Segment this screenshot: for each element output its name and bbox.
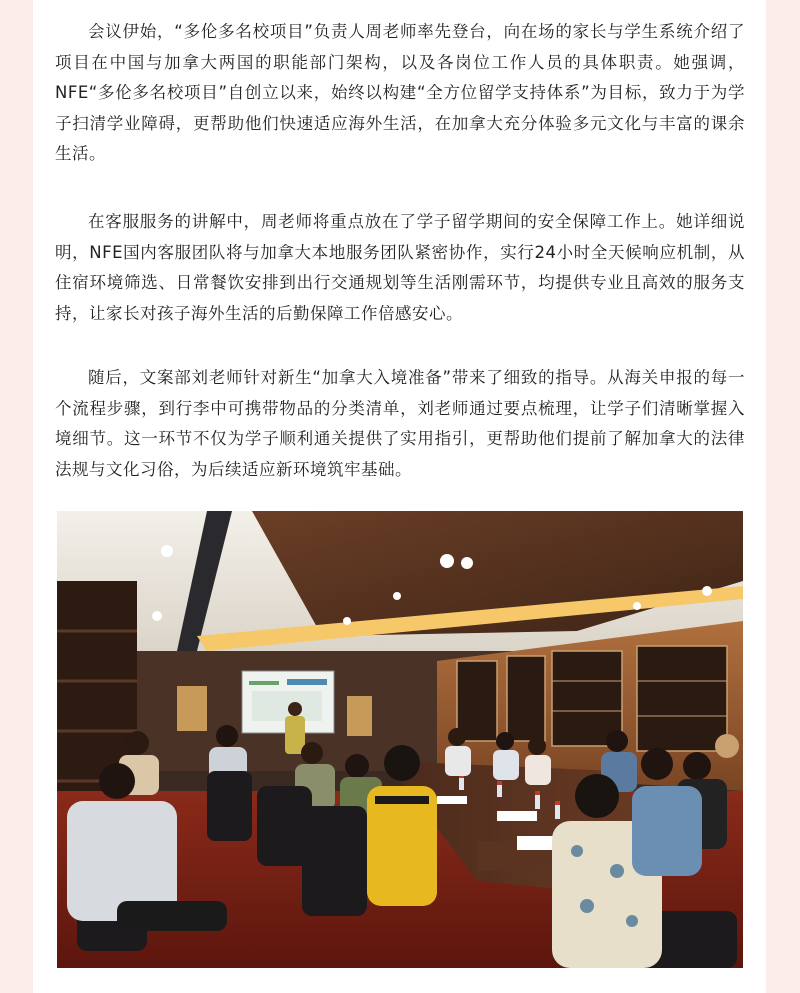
meeting-photo bbox=[57, 511, 743, 968]
paragraph-entry-guide: 随后，文案部刘老师针对新生“加拿大入境准备”带来了细致的指导。从海关申报的每一个流程步骤，到行李中可携带物品的分类清单，刘老师通过要点梳理，让学子们清晰掌握入境细节。这一环节不仅为学子顺利通关提供了实用指引，更帮助他们提前了解加拿大的法律法规与文化习俗，为后续适应新环境筑牢基础。 bbox=[55, 368, 745, 479]
article-body bbox=[33, 0, 766, 993]
paragraph-intro: 会议伊始，“多伦多名校项目”负责人周老师率先登台，向在场的家长与学生系统介绍了项目在中国与加拿大两国的职能部门架构，以及各岗位工作人员的具体职责。她强调，NFE“多伦多名校项目”自创立以来，始终以构建“全方位留学支持体系”为目标，致力于为学子扫清学业障碍，更帮助他们快速适应海外生活，在加拿大充分体验多元文化与丰富的课余生活。 bbox=[55, 22, 745, 163]
paragraph-service: 在客服服务的讲解中，周老师将重点放在了学子留学期间的安全保障工作上。她详细说明，NFE国内客服团队将与加拿大本地服务团队紧密协作，实行24小时全天候响应机制，从住宿环境筛选、日常餐饮安排到出行交通规划等生活刚需环节，均提供专业且高效的服务支持，让家长对孩子海外生活的后勤保障工作倍感安心。 bbox=[55, 212, 745, 323]
